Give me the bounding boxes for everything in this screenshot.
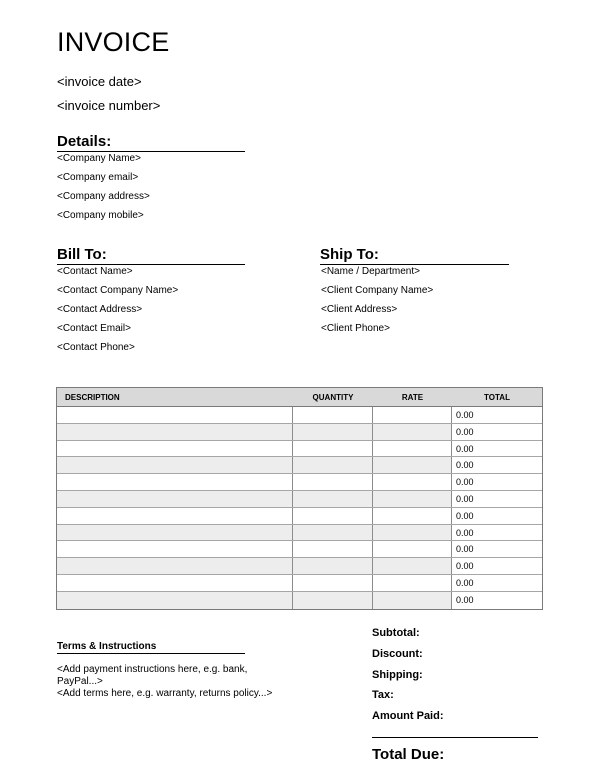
- tax-label: Tax:: [372, 689, 394, 701]
- quantity-cell[interactable]: [293, 474, 373, 490]
- payment-instructions-line1[interactable]: <Add payment instructions here, e.g. bank,: [57, 664, 248, 675]
- total-cell: 0.00: [452, 558, 542, 574]
- total-cell: 0.00: [452, 441, 542, 457]
- total-cell: 0.00: [452, 457, 542, 473]
- total-cell: 0.00: [452, 474, 542, 490]
- description-cell[interactable]: [57, 541, 293, 557]
- contact-address-field[interactable]: <Contact Address>: [57, 304, 143, 315]
- contact-company-field[interactable]: <Contact Company Name>: [57, 285, 179, 296]
- invoice-title: INVOICE: [57, 27, 170, 57]
- total-cell: 0.00: [452, 541, 542, 557]
- description-cell[interactable]: [57, 457, 293, 473]
- table-row: [57, 424, 542, 441]
- payment-instructions-line2[interactable]: PayPal...>: [57, 676, 103, 687]
- total-cell: 0.00: [452, 508, 542, 524]
- rate-cell[interactable]: [373, 558, 452, 574]
- quantity-cell[interactable]: [293, 407, 373, 423]
- invoice-date[interactable]: <invoice date>: [57, 74, 142, 89]
- table-row: [57, 474, 542, 491]
- ship-to-heading: Ship To:: [320, 246, 509, 265]
- total-divider: [372, 737, 538, 738]
- description-cell[interactable]: [57, 525, 293, 541]
- rate-cell[interactable]: [373, 457, 452, 473]
- invoice-number[interactable]: <invoice number>: [57, 98, 161, 113]
- quantity-cell[interactable]: [293, 558, 373, 574]
- company-address-field[interactable]: <Company address>: [57, 191, 150, 202]
- total-cell: 0.00: [452, 424, 542, 440]
- amount-paid-label: Amount Paid:: [372, 710, 444, 722]
- quantity-cell[interactable]: [293, 441, 373, 457]
- table-row: [57, 407, 542, 424]
- description-cell[interactable]: [57, 441, 293, 457]
- discount-label: Discount:: [372, 648, 423, 660]
- quantity-cell[interactable]: [293, 525, 373, 541]
- description-cell[interactable]: [57, 491, 293, 507]
- table-row: [57, 508, 542, 525]
- total-cell: 0.00: [452, 525, 542, 541]
- rate-cell[interactable]: [373, 525, 452, 541]
- description-cell[interactable]: [57, 474, 293, 490]
- quantity-column-header: QUANTITY: [312, 392, 354, 402]
- items-table: [56, 387, 543, 610]
- terms-text[interactable]: <Add terms here, e.g. warranty, returns policy...>: [57, 688, 273, 699]
- rate-cell[interactable]: [373, 474, 452, 490]
- terms-heading: Terms & Instructions: [57, 641, 245, 654]
- quantity-cell[interactable]: [293, 508, 373, 524]
- rate-cell[interactable]: [373, 508, 452, 524]
- shipping-label: Shipping:: [372, 669, 423, 681]
- table-row: [57, 575, 542, 592]
- total-cell: 0.00: [452, 491, 542, 507]
- details-heading: Details:: [57, 133, 245, 152]
- quantity-cell[interactable]: [293, 575, 373, 591]
- description-column-header: DESCRIPTION: [65, 392, 120, 402]
- rate-cell[interactable]: [373, 592, 452, 609]
- table-row: [57, 558, 542, 575]
- subtotal-label: Subtotal:: [372, 627, 420, 639]
- rate-column-header: RATE: [401, 392, 424, 402]
- rate-cell[interactable]: [373, 441, 452, 457]
- description-cell[interactable]: [57, 558, 293, 574]
- client-company-field[interactable]: <Client Company Name>: [321, 285, 434, 296]
- table-row: [57, 592, 542, 609]
- description-cell[interactable]: [57, 407, 293, 423]
- rate-cell[interactable]: [373, 491, 452, 507]
- quantity-cell[interactable]: [293, 541, 373, 557]
- table-row: [57, 457, 542, 474]
- table-row: [57, 525, 542, 542]
- company-email-field[interactable]: <Company email>: [57, 172, 139, 183]
- description-cell[interactable]: [57, 575, 293, 591]
- bill-to-heading: Bill To:: [57, 246, 245, 265]
- table-row: [57, 441, 542, 458]
- description-cell[interactable]: [57, 592, 293, 609]
- items-table-body: [57, 407, 542, 609]
- description-cell[interactable]: [57, 508, 293, 524]
- ship-name-department-field[interactable]: <Name / Department>: [321, 266, 420, 277]
- rate-cell[interactable]: [373, 575, 452, 591]
- rate-cell[interactable]: [373, 424, 452, 440]
- total-cell: 0.00: [452, 575, 542, 591]
- client-address-field[interactable]: <Client Address>: [321, 304, 398, 315]
- rate-cell[interactable]: [373, 541, 452, 557]
- total-due-label: Total Due:: [372, 746, 445, 763]
- company-mobile-field[interactable]: <Company mobile>: [57, 210, 144, 221]
- quantity-cell[interactable]: [293, 491, 373, 507]
- client-phone-field[interactable]: <Client Phone>: [321, 323, 390, 334]
- total-cell: 0.00: [452, 407, 542, 423]
- table-row: [57, 491, 542, 508]
- contact-name-field[interactable]: <Contact Name>: [57, 266, 133, 277]
- contact-email-field[interactable]: <Contact Email>: [57, 323, 131, 334]
- table-row: [57, 541, 542, 558]
- quantity-cell[interactable]: [293, 592, 373, 609]
- description-cell[interactable]: [57, 424, 293, 440]
- total-cell: 0.00: [452, 592, 542, 609]
- quantity-cell[interactable]: [293, 457, 373, 473]
- company-name-field[interactable]: <Company Name>: [57, 153, 141, 164]
- items-table-header: [57, 388, 542, 407]
- rate-cell[interactable]: [373, 407, 452, 423]
- quantity-cell[interactable]: [293, 424, 373, 440]
- contact-phone-field[interactable]: <Contact Phone>: [57, 342, 135, 353]
- total-column-header: TOTAL: [484, 392, 510, 402]
